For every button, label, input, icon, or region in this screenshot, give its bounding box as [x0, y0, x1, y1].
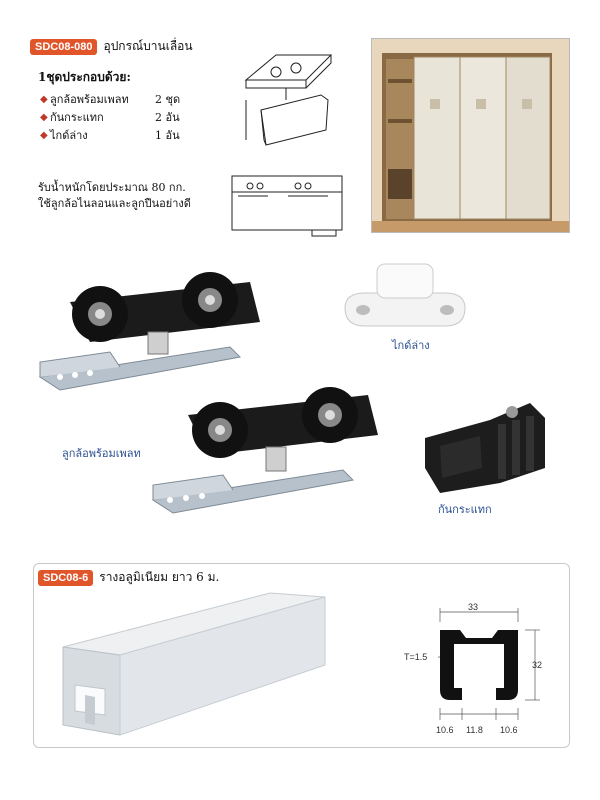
stopper-image: [420, 398, 570, 498]
profile-shape: [440, 630, 518, 700]
item-name: ลูกล้อพร้อมเพลท: [50, 93, 129, 106]
roller-with-plate-image-2: [148, 375, 388, 515]
stopper-caption: กันกระแทก: [438, 504, 492, 516]
rail-code-badge: SDC08-6: [38, 570, 93, 586]
rail-assembly-drawing: [228, 170, 348, 240]
kit-set-label: 1ชุดประกอบด้วย:: [38, 70, 131, 84]
dim-bottom-left: 10.6: [436, 725, 454, 735]
rail-title: รางอลูมิเนียม ยาว 6 ม.: [99, 570, 220, 584]
item-qty: 1 อัน: [155, 129, 180, 142]
roller-plate-caption: ลูกล้อพร้อมเพลท: [62, 448, 141, 460]
list-item: [40, 108, 180, 126]
item-qty: 2 ชุด: [155, 93, 181, 106]
bullet-icon: ◆: [40, 93, 48, 105]
rail-cross-section: [400, 600, 560, 740]
kit-header: [30, 37, 193, 56]
bullet-icon: ◆: [40, 129, 48, 141]
wardrobe-photo: [371, 38, 570, 233]
bottom-guide-caption: ไกด์ล่าง: [392, 340, 430, 352]
kit-code-badge: SDC08-080: [30, 39, 97, 55]
dim-thickness: T=1.5: [404, 652, 428, 662]
description-line: รับน้ำหนักโดยประมาณ 80 กก.: [38, 181, 186, 194]
item-qty: 2 อัน: [155, 111, 180, 124]
dim-width: 33: [468, 602, 479, 612]
bottom-guide-image: [335, 258, 475, 338]
dim-bottom-mid: 11.8: [466, 725, 483, 735]
list-item: [40, 90, 180, 108]
kit-description: [38, 180, 191, 212]
dim-height: 32: [532, 660, 543, 670]
bullet-icon: ◆: [40, 111, 48, 123]
assembly-drawing: [236, 40, 348, 160]
kit-title: อุปกรณ์บานเลื่อน: [103, 39, 193, 53]
aluminum-rail-image: [55, 585, 345, 740]
description-line: ใช้ลูกล้อไนลอนและลูกปืนอย่างดี: [38, 197, 191, 210]
list-item: [40, 126, 180, 144]
dim-bottom-right: 10.6: [500, 725, 518, 735]
item-name: ไกด์ล่าง: [50, 129, 88, 142]
item-name: กันกระแทก: [50, 111, 104, 124]
kit-item-list: [40, 90, 180, 144]
